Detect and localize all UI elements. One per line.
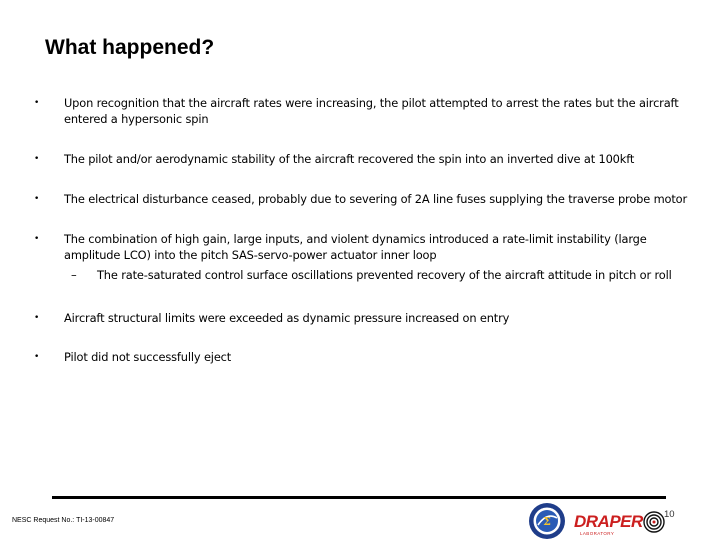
bullet-marker: • bbox=[34, 98, 40, 108]
bullet-text: Aircraft structural limits were exceeded as dynamic pressure increased on entry bbox=[64, 311, 510, 325]
slide-title: What happened? bbox=[45, 36, 215, 59]
draper-laboratory-logo bbox=[574, 508, 666, 538]
bullet-marker: • bbox=[34, 194, 40, 204]
bullet-marker: • bbox=[34, 154, 40, 164]
brand-subtext: LABORATORY bbox=[580, 531, 615, 536]
bullet-marker: • bbox=[34, 313, 40, 323]
bullet-marker: • bbox=[34, 234, 40, 244]
bullet-text: The combination of high gain, large inputs, and violent dynamics introduced a rate-limit instability (large amplitude LCO) into the pitch SAS-servo-power actuator inner loop bbox=[64, 232, 647, 262]
bullet-text: Upon recognition that the aircraft rates were increasing, the pilot attempted to arrest the rates but the aircraft entered a hypersonic spin bbox=[64, 96, 679, 126]
bullet-text: Pilot did not successfully eject bbox=[64, 350, 232, 364]
sub-bullet-text: The rate-saturated control surface oscillations prevented recovery of the aircraft attitude in pitch or roll bbox=[97, 268, 672, 282]
page-number: 10 bbox=[664, 509, 675, 520]
svg-text:Σ: Σ bbox=[543, 515, 551, 528]
bullet-text: The electrical disturbance ceased, probably due to severing of 2A line fuses supplying the traverse probe motor bbox=[64, 192, 687, 206]
sub-bullet-marker: – bbox=[71, 268, 77, 282]
brand-wordmark: DRAPER bbox=[574, 512, 643, 531]
footer-divider bbox=[52, 496, 666, 499]
nesc-seal-logo bbox=[527, 502, 567, 540]
bullet-marker: • bbox=[34, 352, 40, 362]
bullet-text: The pilot and/or aerodynamic stability of the aircraft recovered the spin into an inverted dive at 100kft bbox=[64, 152, 635, 166]
footer-reference: NESC Request No.: TI-13-00847 bbox=[12, 517, 115, 524]
